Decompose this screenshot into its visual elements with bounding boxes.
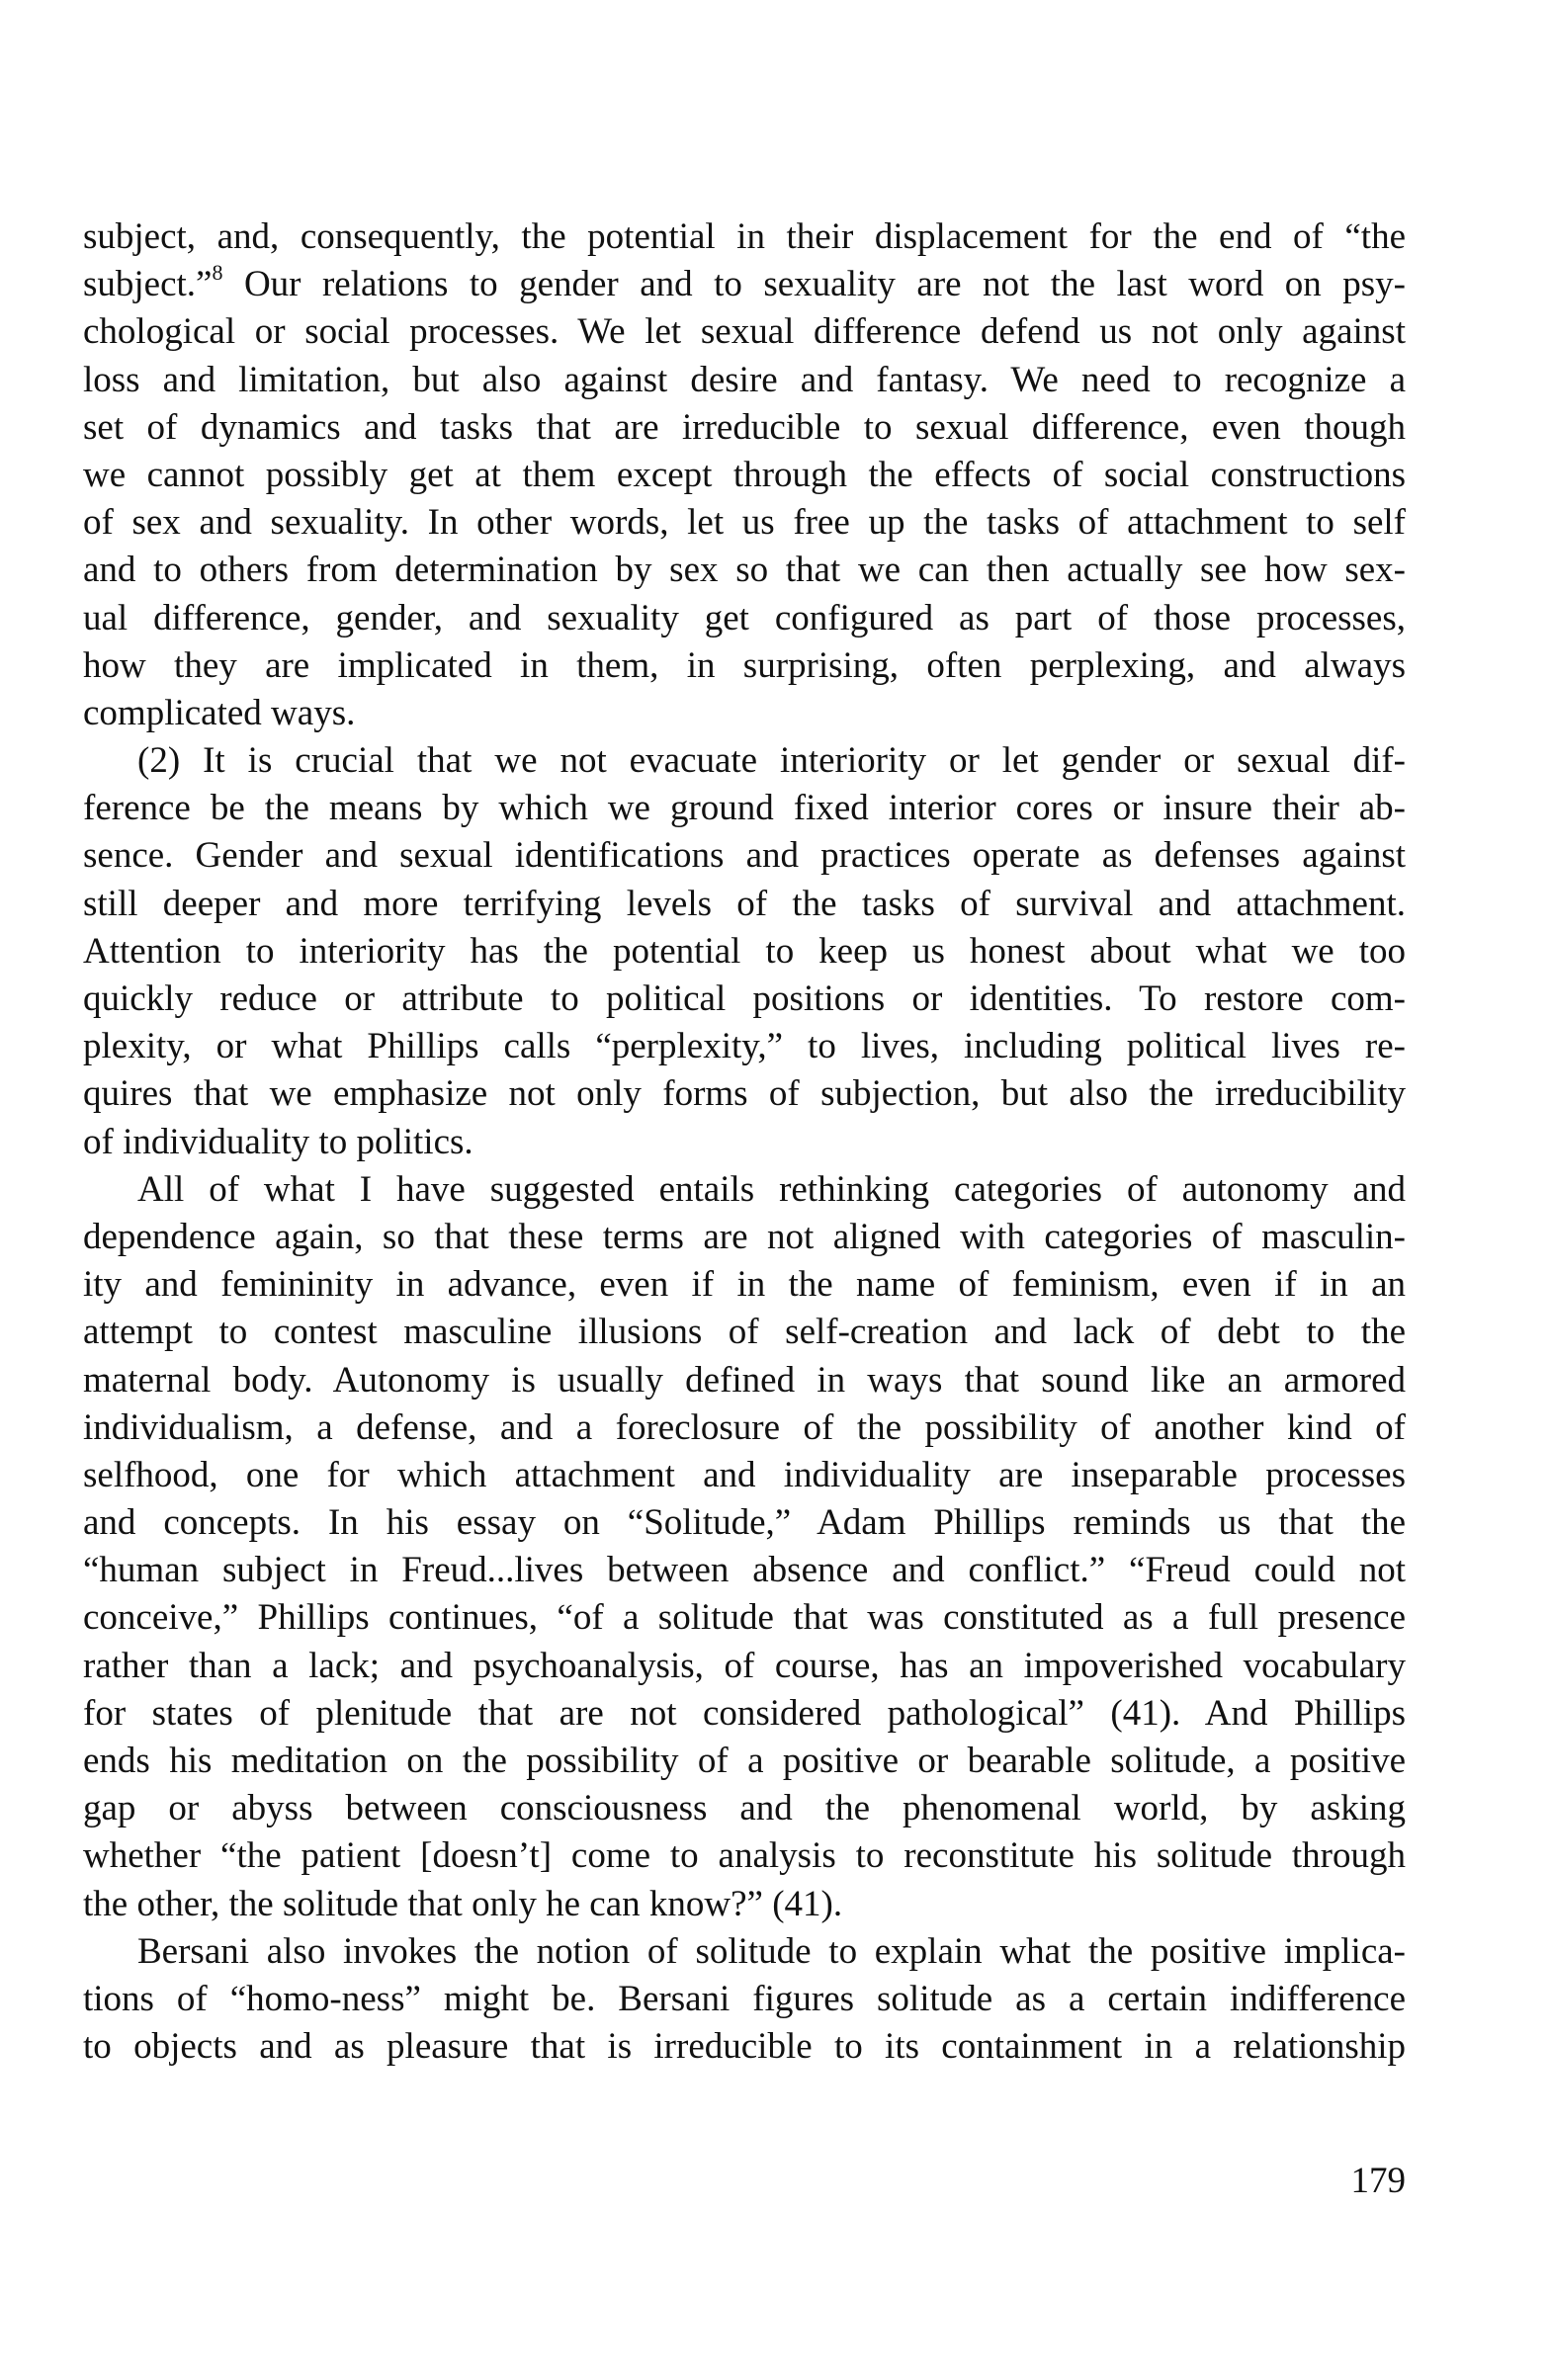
text-line: and to others from determination by sex so that we can then actually see how sex- [83,550,1406,591]
text-line: of individuality to politics. [83,1121,473,1162]
text-line: dependence again, so that these terms are not aligned with categories of masculin- [83,1216,1406,1257]
text-line: maternal body. Autonomy is usually defined in ways that sound like an armored [83,1359,1406,1401]
text-line: how they are implicated in them, in surprising, often perplexing, and always [83,644,1406,686]
text-line: ference be the means by which we ground fixed interior cores or insure their ab- [83,788,1406,829]
text-span: subject.” [83,264,213,305]
text-line: tions of “homo-ness” might be. Bersani figures solitude as a certain indifference [83,1978,1406,2019]
text-line: ity and femininity in advance, even if in the name of feminism, even if in an [83,1264,1406,1306]
text-line: quires that we emphasize not only forms of subjection, but also the irreducibility [83,1073,1406,1115]
text-line: Attention to interiority has the potential to keep us honest about what we too [83,930,1406,972]
text-line: the other, the solitude that only he can know?” (41). [83,1883,843,1924]
text-line: gap or abyss between consciousness and the phenomenal world, by asking [83,1788,1406,1829]
text-line: still deeper and more terrifying levels of the tasks of survival and attachment. [83,883,1406,924]
text-line: conceive,” Phillips continues, “of a solitude that was constituted as a full presence [83,1597,1406,1639]
text-line: loss and limitation, but also against desire and fantasy. We need to recognize a [83,359,1406,400]
text-line: attempt to contest masculine illusions of self-creation and lack of debt to the [83,1312,1406,1353]
text-line: quickly reduce or attribute to political positions or identities. To restore com- [83,978,1406,1019]
text-line: All of what I have suggested entails rethinking categories of autonomy and [137,1168,1406,1210]
text-line: we cannot possibly get at them except through the effects of social constructions [83,454,1406,495]
body-text [83,213,1406,2071]
text-line [83,261,1406,308]
text-line: subject, and, consequently, the potential in their displacement for the end of “the [83,216,1406,257]
text-line: to objects and as pleasure that is irreducible to its containment in a relationship [83,2026,1406,2068]
text-line: complicated ways. [83,692,356,733]
text-line: set of dynamics and tasks that are irreducible to sexual difference, even though [83,406,1406,448]
footnote-marker: 8 [212,260,223,286]
text-line: selfhood, one for which attachment and individuality are inseparable processes [83,1454,1406,1495]
text-line: Bersani also invokes the notion of solitude to explain what the positive implica- [137,1930,1406,1972]
text-line: ends his meditation on the possibility of a positive or bearable solitude, a positive [83,1741,1406,1781]
text-line: individualism, a defense, and a foreclosure of the possibility of another kind of [83,1406,1406,1448]
text-line: sence. Gender and sexual identifications and practices operate as defenses against [83,835,1406,877]
text-line: rather than a lack; and psychoanalysis, of course, has an impoverished vocabulary [83,1645,1406,1686]
text-line: for states of plenitude that are not considered pathological” (41). And Phillips [83,1692,1406,1734]
text-line: whether “the patient [doesn’t] come to analysis to reconstitute his solitude through [83,1835,1406,1877]
text-line: (2) It is crucial that we not evacuate interiority or let gender or sexual dif- [137,740,1406,782]
text-line: of sex and sexuality. In other words, let us free up the tasks of attachment to self [83,502,1406,544]
page-number: 179 [1350,2161,1406,2201]
text-span: Our relations to gender and to sexuality are not the last word on psy- [222,264,1406,305]
text-line: and concepts. In his essay on “Solitude,” Adam Phillips reminds us that the [83,1502,1406,1544]
text-line: ual difference, gender, and sexuality get configured as part of those processes, [83,597,1406,638]
text-line: chological or social processes. We let sexual difference defend us not only against [83,311,1406,353]
text-line: plexity, or what Phillips calls “perplexity,” to lives, including political lives re- [83,1026,1406,1067]
text-line: “human subject in Freud...lives between absence and conflict.” “Freud could not [83,1550,1406,1591]
